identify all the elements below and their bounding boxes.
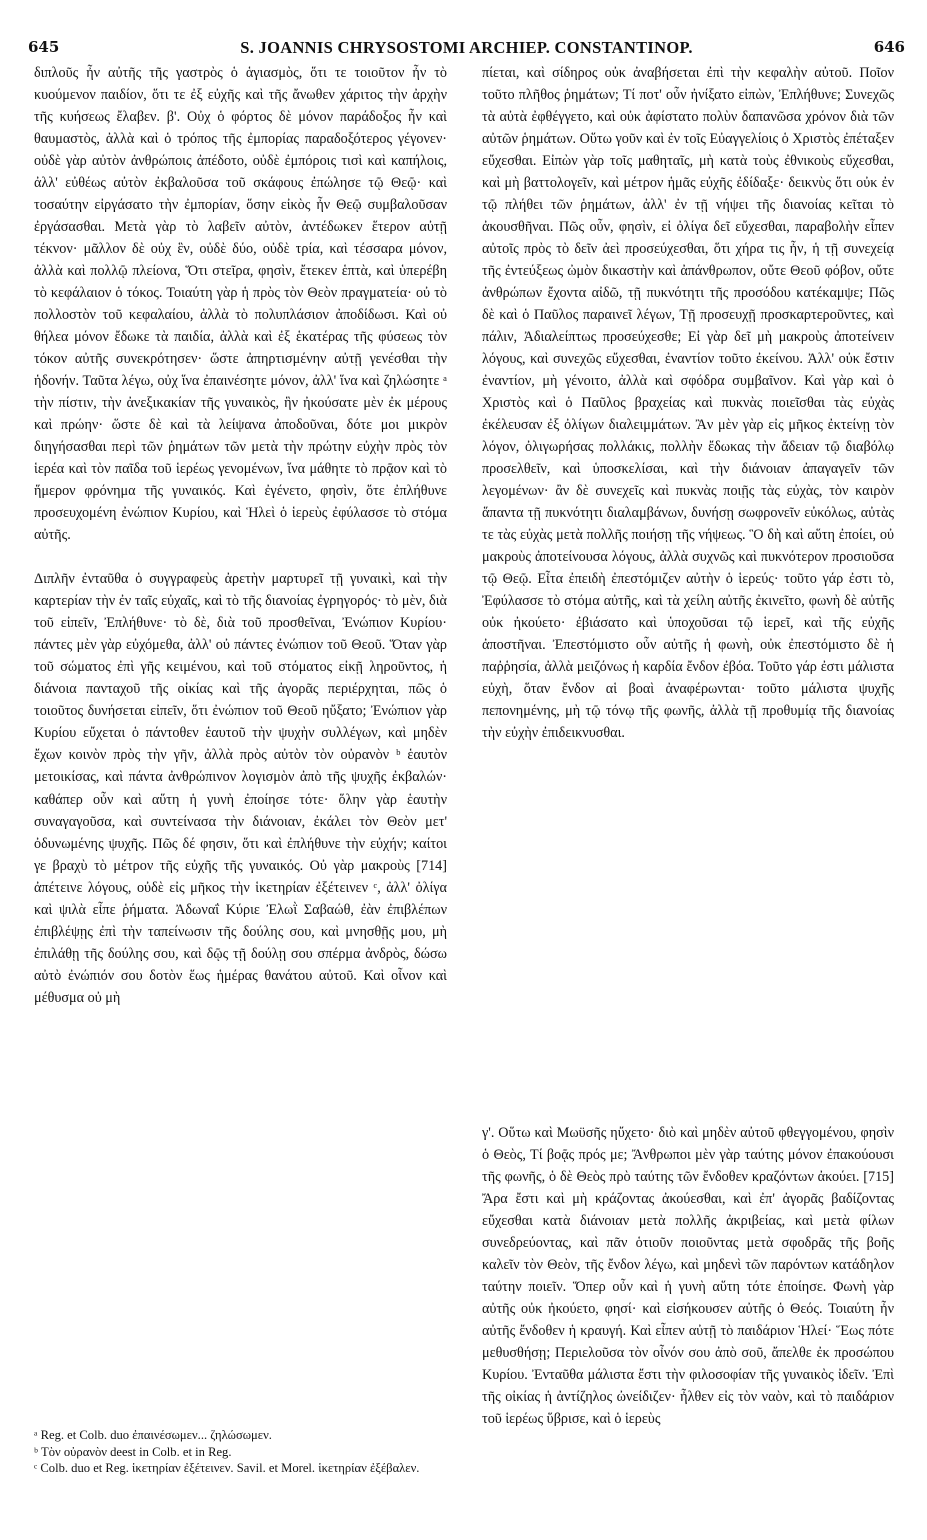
- footnote-a: ᵃ Reg. et Colb. duo ἐπαινέσωμεν... ζηλώσωμεν.: [34, 1428, 272, 1442]
- page-number-right: 646: [873, 38, 905, 56]
- right-column: [482, 62, 894, 1428]
- right-paragraph-2: γ'. Οὕτω καὶ Μωϋσῆς ηὔχετο· διὸ καὶ μηδὲν αὐτοῦ φθεγγομένου, φησὶν ὁ Θεὸς, Τί βοᾷς πρός με; Ἄνθρωποι μὲν γὰρ ταύτης μόνον ἐπακούουσι τῆς φωνῆς, ὁ δὲ Θεὸς πρὸ ταύτης τῶν ἔνδοθεν κραζόντων ἀκούει. [715] Ἄρα ἔστι καὶ μὴ κράζοντας ἀκούεσθαι, καὶ ἐπ' ἀγορᾶς βαδίζοντας εὔχεσθαι κατὰ διάνοιαν μετὰ πολλῆς ἀκριβείας, καὶ μετὰ φίλων συνεδρεύοντας, καὶ πᾶν ὁτιοῦν ποιοῦντας μετὰ σφοδρᾶς τῆς βοῆς καλεῖν τὸν Θεὸν, τῆς ἔνδον λέγω, καὶ μηδενὶ τῶν παρόντων κατάδηλον ταύτην ποιεῖν. Ὅπερ οὖν καὶ ἡ γυνὴ αὕτη τότε ἐποίησε. Φωνὴ γὰρ αὐτῆς οὐκ ἠκούετο, φησί· καὶ εἰσήκουσεν αὐτῆς ὁ Θεός. Τοιαύτη ἦν αὐτῆς ἔνδοθεν ἡ κραυγή. Καὶ εἶπεν αὐτῇ τὸ παιδάριον Ἡλεί· Ἕως πότε μεθυσθήσῃ; Περιελοῦσα τὸν οἶνόν σου ἀπὸ σοῦ, ἄπελθε ἐκ προσώπου Κυρίου. Ἐνταῦθα μάλιστα ἔστι τὴν φιλοσοφίαν τῆς γυναικὸς ἰδεῖν. Ἐπὶ τῆς οἰκίας ἡ ἀντίζηλος ὠνείδιζεν· ἦλθεν εἰς τὸν ναὸν, καὶ τὸ παιδάριον τοῦ ἱερέως ὕβρισε, καὶ ὁ ἱερεὺς: [482, 1125, 894, 1428]
- page-header: [28, 38, 905, 60]
- running-title: S. JOANNIS CHRYSOSTOMI ARCHIEP. CONSTANTINOP.: [240, 38, 693, 57]
- page-number-left: 645: [28, 38, 60, 56]
- left-column: [34, 62, 447, 1009]
- left-paragraph-2: Διπλῆν ἐνταῦθα ὁ συγγραφεὺς ἀρετὴν μαρτυρεῖ τῇ γυναικὶ, καὶ τὴν καρτερίαν τὴν ἐν ταῖς εὐχαῖς, καὶ τὸ τῆς διανοίας ἐγρηγορός· τὸ μὲν, διὰ τοῦ εἰπεῖν, Ἐπλήθυνε· τὸ δὲ, διὰ τοῦ προσθεῖναι, Ἐνώπιον Κυρίου· πάντες μὲν γὰρ εὐχόμεθα, ἀλλ' οὐ πάντες ἐνώπιον τοῦ Θεοῦ. Ὅταν γὰρ τοῦ σώματος ἐπὶ γῆς κειμένου, καὶ τοῦ στόματος εἰκῇ ληροῦντος, ἡ διάνοια πανταχοῦ τῆς οἰκίας καὶ τῆς ἀγορᾶς περιέρχηται, πῶς ὁ τοιοῦτος δυνήσεται εἰπεῖν, ὅτι ἐνώπιον τοῦ Θεοῦ ηὔξατο; Ἐνώπιον γὰρ Κυρίου εὔχεται ὁ πάντοθεν ἑαυτοῦ τὴν ψυχὴν συλλέγων, καὶ μηδὲν ἔχων κοινὸν πρὸς τὴν γῆν, ἀλλὰ πρὸς αὐτὸν τὸν οὐρανὸν ᵇ ἑαυτὸν μετοικίσας, καὶ πάντα ἀνθρώπινον λογισμὸν ἀπὸ τῆς ψυχῆς ἐκβαλών· καθάπερ οὖν καὶ αὕτη ἡ γυνὴ ἐποίησε τότε· ὅλην γὰρ ἑαυτὴν συναγαγοῦσα, καὶ συντείνασα τὴν διάνοιαν, ἐκάλει τὸν Θεὸν μετ' ὀδυνωμένης ψυχῆς. Πῶς δέ φησιν, ὅτι καὶ ἐπλήθυνε τὴν εὐχήν; καίτοι γε βραχὺ τὸ μέτρον τῆς εὐχῆς τῆς γυναικός. Οὐ γὰρ μακροὺς [714] ἀπέτεινε λόγους, οὐδὲ εἰς μῆκος τὴν ἱκετηρίαν ἐξέτεινεν ᶜ, ἀλλ' ὀλίγα καὶ ψιλὰ εἶπε ῥήματα. Ἀδωναΐ Κύριε Ἐλωῒ Σαβαώθ, ἐὰν ἐπιβλέπων ἐπιβλέψῃς ἐπὶ τὴν ταπείνωσιν τῆς δούλης σου, καὶ μνησθῇς μου, μὴ ἐπιλάθῃ τῆς δούλης σου, καὶ δῷς τῇ δούλῃ σου σπέρμα ἀνδρὸς, δώσω αὐτὸ ἐνώπιόν σου δοτὸν ἕως ἡμέρας θανάτου αὐτοῦ. Καὶ οἶνον καὶ μέθυσμα οὐ μὴ: [34, 571, 447, 1006]
- footnote-b: ᵇ Τὸν οὐρανὸν deest in Colb. et in Reg.: [34, 1444, 232, 1459]
- footnote-c: ᶜ Colb. duo et Reg. ἱκετηρίαν ἐξέτεινεν. Savil. et Morel. ἱκετηρίαν ἐξέβαλεν.: [34, 1461, 420, 1475]
- footnotes: [34, 1427, 447, 1477]
- right-paragraph-1: πίεται, καὶ σίδηρος οὐκ ἀναβήσεται ἐπὶ τὴν κεφαλὴν αὐτοῦ. Ποῖον τοῦτο πλῆθος ῥημάτων; Τί ποτ' οὖν ἠνίξατο εἰπὼν, Ἐπλήθυνε; Συνεχῶς τὰ αὐτὰ ἐφθέγγετο, καὶ οὐκ ἀφίστατο πολὺν δαπανῶσα χρόνον διὰ τῶν αὐτῶν ῥημάτων. Οὕτω γοῦν καὶ ἐν τοῖς Εὐαγγελίοις ὁ Χριστὸς ἐπέταξεν εὔχεσθαι. Εἰπὼν γὰρ τοῖς μαθηταῖς, μὴ κατὰ τοὺς ἐθνικοὺς εὔχεσθαι, καὶ μὴ βαττολογεῖν, καὶ μέτρον ἡμᾶς εὐχῆς ἐδίδαξε· δεικνὺς ὅτι οὐκ ἐν τῷ πλήθει τῶν ῥημάτων, ἀλλ' ἐν τῇ νήψει τῆς διανοίας κεῖται τὸ ἀκουσθῆναι. Πῶς οὖν, φησὶν, εἰ ὀλίγα δεῖ εὔχεσθαι, παραβολὴν εἶπεν αὐτοῖς πρὸς τὸ δεῖν ἀεὶ προσεύχεσθαι, ὅτι χήρα τις ἦν, ἡ τῇ συνεχείᾳ τῆς ἐντεύξεως ὠμὸν δικαστὴν καὶ ἀπάνθρωπον, οὔτε Θεοῦ φόβον, οὔτε ἀνθρώπων ἔχοντα αἰδῶ, τῇ πυκνότητι τῆς προσόδου κατέκαμψε; Πῶς δὲ καὶ ὁ Παῦλος παραινεῖ λέγων, Τῇ προσευχῇ προσκαρτεροῦντες, καὶ πάλιν, Ἀδιαλείπτως προσεύχεσθε; Εἰ γὰρ δεῖ μὴ μακροὺς ἀποτείνειν λόγους, καὶ συνεχῶς εὔχεσθαι, ἐναντίον τοῦτο ἐκείνου. Ἀλλ' οὐκ ἔστιν ἐναντίον, μὴ γένοιτο, ἀλλὰ καὶ σφόδρα συμβαῖνον. Καὶ γὰρ καὶ ὁ Χριστὸς καὶ ὁ Παῦλος βραχείας καὶ πυκνὰς ποιεῖσθαι τὰς εὐχὰς ἐκέλευσαν ἐξ ὀλίγων διαλειμμάτων. Ἂν μὲν γὰρ εἰς μῆκος ἐκτείνῃ τὸν λόγον, ὀλιγωρήσας πολλάκις, πολλὴν ἔδωκας τὴν ἄδειαν τῷ διαβόλῳ προσελθεῖν, καὶ ὑποσκελίσαι, καὶ τὴν διάνοιαν ἀπαγαγεῖν τῶν λεγομένων· ἂν δὲ συνεχεῖς καὶ πυκνὰς ποιῇς τὰς εὐχὰς, τὸν καιρὸν ἅπαντα τῇ πυκνότητι διαλαμβάνων, δυνήσῃ σωφρονεῖν εὐκόλως, αὐτὰς τε τὰς εὐχὰς μετὰ πολλῆς ποιήσῃ τῆς νήψεως. Ὃ δὴ καὶ αὕτη ἐποίει, οὐ μακροὺς ἀποτείνουσα λόγους, ἀλλὰ συχνῶς καὶ πυκνότερον προσιοῦσα τῷ Θεῷ. Εἶτα ἐπειδὴ ἐπεστόμιζεν αὐτὴν ὁ ἱερεύς· τοῦτο γάρ ἐστι τὸ, Ἐφύλασσε τὸ στόμα αὐτῆς, καὶ τὰ χείλη αὐτῆς ἐκινεῖτο, φωνὴ δὲ αὐτῆς οὐκ ἠκούετο· ἐβιάσατο καὶ ὑποχοῦσαι τῷ ἱερεῖ, καὶ τῆς εὐχῆς ἀποστῆναι. Ἐπεστόμιστο οὖν αὐτῆς ἡ φωνὴ, οὐκ ἐπεστόμιστο δὲ ἡ παῤῥησία, ἀλλὰ μειζόνως ἡ καρδία ἔνδον ἐβόα. Τοῦτο γάρ ἐστι μάλιστα εὐχὴ, ὅταν ἔνδον αἱ βοαὶ ἀναφέρωνται· τοῦτο μάλιστα ψυχῆς πεπονημένης, μὴ τῷ τόνῳ τῆς φωνῆς, ἀλλὰ τῇ προθυμίᾳ τῆς διανοίας τὴν εὐχὴν ἐπιδεικνυσθαι.: [482, 65, 894, 742]
- left-paragraph-1: διπλοῦς ἦν αὐτῆς τῆς γαστρὸς ὁ ἁγιασμὸς, ὅτι τε τοιοῦτον ἦν τὸ κυούμενον παιδίον, ὅτι τε ἐξ εὐχῆς καὶ τῆς ἄνωθεν χάριτος τὴν ἀρχὴν τῆς κυήσεως ἔλαβεν. β'. Οὐχ ὁ φόρτος δὲ μόνον παράδοξος ἦν καὶ θαυμαστὸς, ἀλλὰ καὶ ὁ τρόπος τῆς ἐμπορίας παραδοξότερος γέγονεν· οὐδὲ γὰρ αὐτὸν ἀνθρώποις ἀπέδοτο, οὐδὲ ἐμπόροις τισὶ καὶ καπήλοις, ἀλλ' εὐθέως αὐτὸν ἐκβαλοῦσα τοῦ σκάφους ἐπώλησε τῷ Θεῷ· καὶ τοσαύτην εἰργάσατο τὴν ἐμπορίαν, ὅσην εἰκὸς ἦν Θεῷ συμβαλοῦσαν ἐργάσασθαι. Μετὰ γὰρ τὸ λαβεῖν αὐτὸν, ἀντέδωκεν ἕτερον αὐτῇ τέκνον· μᾶλλον δὲ οὐχ ἓν, οὐδὲ δύο, οὐδὲ τρία, καὶ τέσσαρα μόνον, ἀλλὰ καὶ πολλῷ πλείονα, Ὅτι στεῖρα, φησὶν, ἔτεκεν ἑπτὰ, καὶ ὑπερέβη τὸ κεφάλαιον ὁ τόκος. Τοιαύτη γὰρ ἡ πρὸς τὸν Θεὸν πραγματεία· οὐ τὸ πολλοστὸν τοῦ κεφαλαίου, ἀλλὰ τὸ πολυπλάσιον ἀποδίδωσι. Καὶ οὐ θήλεα μόνον ἔδωκε τὰ παιδία, ἀλλὰ καὶ ἐξ ἑκατέρας τῆς φύσεως τὸν τόκον αὐτῆς συνεκρότησεν· ὥστε ἀπηρτισμένην αὐτῇ γενέσθαι τὴν ἡδονήν. Ταῦτα λέγω, οὐχ ἵνα ἐπαινέσητε μόνον, ἀλλ' ἵνα καὶ ζηλώσητε ᵃ τὴν πίστιν, τὴν ἀνεξικακίαν τῆς γυναικὸς, ἣν ἠκούσατε μὲν ἐκ μέρους καὶ πρώην· ὥστε δὲ καὶ τὰ λείψανα ἀποδοῦναι, δότε μοι μικρὸν διηγήσασθαι περὶ τῶν ῥημάτων τῶν μετὰ τὴν πρώτην εὐχὴν πρὸς τὸν ἱερέα καὶ τὸν παῖδα τοῦ ἱερέως γενομένων, ἵνα μάθητε τὸ πρᾷον καὶ τὸ ἥμερον φρόνημα τῆς γυναικός. Καὶ ἐγένετο, φησὶν, ὅτε ἐπλήθυνε προσευχομένη ἐνώπιον Κυρίου, καὶ Ἡλεὶ ὁ ἱερεὺς ἐφύλασσε τὸ στόμα αὐτῆς.: [34, 65, 447, 544]
